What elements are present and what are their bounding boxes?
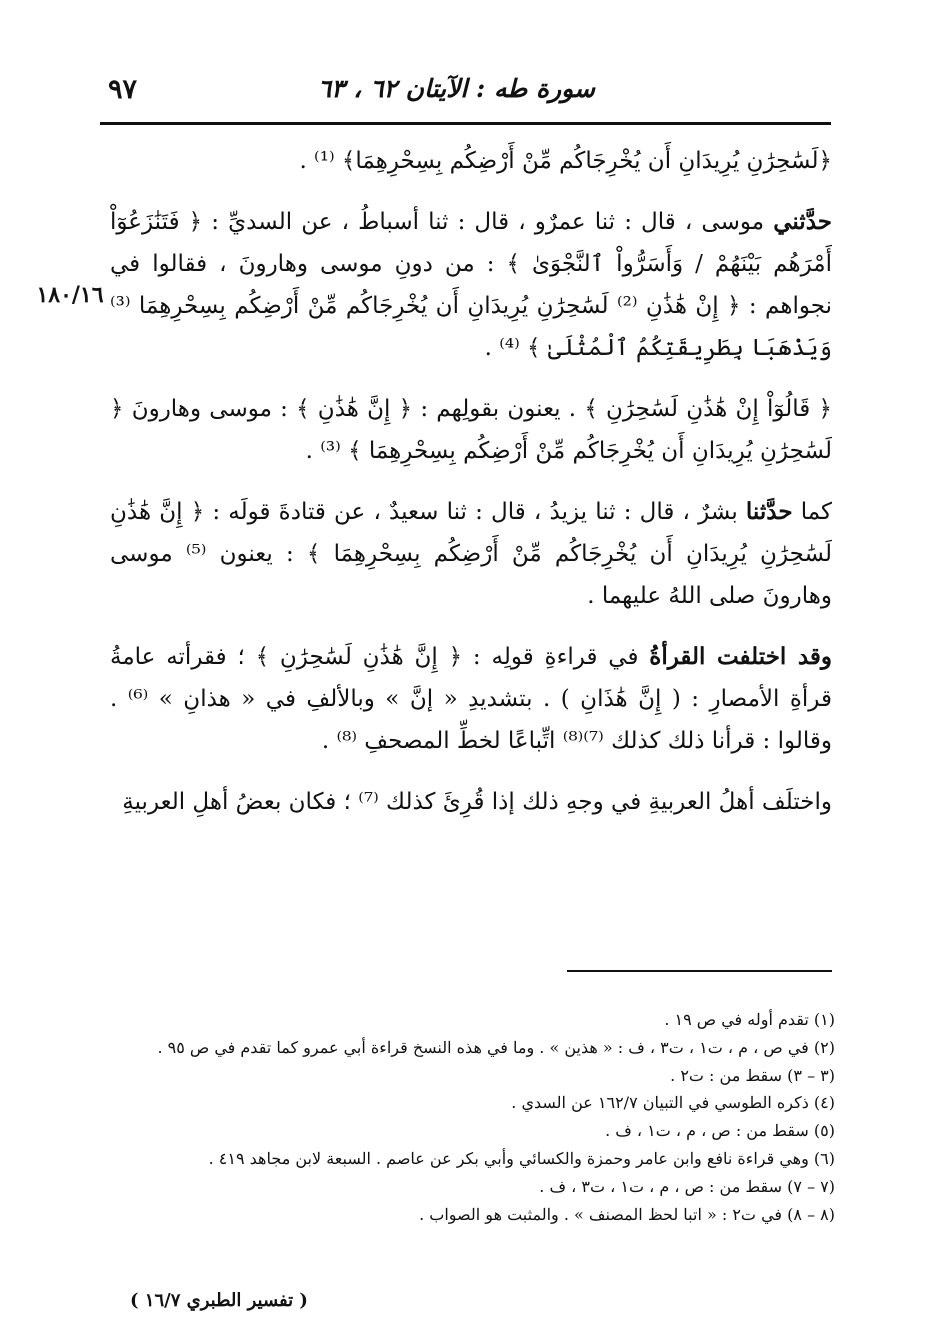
paragraph-text: ﴿ قَالُوٓاْ إِنْ هَٰذَٰنِ لَسَٰحِرَٰنِ ﴾ . يعنون بقولِهم : ﴿ إِنَّ هَٰذَٰنِ ﴾ : موسى وهارونَ ﴿ لَسَٰحِرَٰنِ يُرِيدَانِ أَن يُخْرِجَاكُم مِّنْ أَرْضِكُم بِسِحْرِهِمَا ﴾ ⁽³⁾ . xyxy=(110,396,832,464)
main-text xyxy=(110,140,832,842)
paragraph-3 xyxy=(110,388,832,472)
paragraph-text: بشرٌ ، قال : ثنا يزيدُ ، قال : ثنا سعيدٌ ، عن قتادةَ قولَه : ﴿ إِنَّ هَٰذَٰنِ لَسَٰحِرَٰنِ يُرِيدَانِ أَن يُخْرِجَاكُم مِّنْ أَرْضِكُم بِسِحْرِهِمَا ﴾ : يعنون ⁽⁵⁾ موسى وهارونَ صلى اللهُ عليهما . xyxy=(110,499,833,609)
footnote-divider xyxy=(567,970,832,972)
footnote: (١) تقدم أوله في ص ١٩ . xyxy=(664,1010,835,1029)
footnote: (٣ – ٣) سقط من : ت٢ . xyxy=(670,1065,835,1085)
paragraph-text: واختلَف أهلُ العربيةِ في وجهِ ذلك إذا قُرِئَ كذلك ⁽⁷⁾ ؛ فكان بعضُ أهلِ العربيةِ xyxy=(122,789,832,815)
paragraph-1 xyxy=(110,140,832,182)
page-number: ٩٧ xyxy=(108,74,138,105)
footnote: (٥) سقط من : ص ، م ، ت١ ، ف . xyxy=(605,1121,835,1141)
running-title: سورة طه : الآيتان ٦٢ ، ٦٣ xyxy=(317,74,595,103)
margin-reference: ١٨٠/١٦ xyxy=(36,282,104,308)
page-header xyxy=(100,66,830,120)
footnote: (٤) ذكره الطوسي في التبيان ١٦٢/٧ عن السدي . xyxy=(511,1093,835,1113)
paragraph-5 xyxy=(110,636,832,762)
paragraph-6 xyxy=(110,781,832,823)
paragraph-lead: حدَّثنا xyxy=(745,498,793,525)
paragraph-4 xyxy=(110,491,832,617)
paragraph-lead: حدَّثني xyxy=(773,208,832,235)
footnote: (٨ – ٨) في ت٢ : « اتبا لحظ المصنف » . والمثبت هو الصواب . xyxy=(419,1204,835,1224)
footnote: (٧ – ٧) سقط من : ص ، م ، ت١ ، ت٣ ، ف . xyxy=(539,1176,835,1196)
paragraph-text: في قراءةِ قولِه : ﴿ إِنَّ هَٰذَٰنِ لَسَٰحِرَٰنِ ﴾ ؛ فقرأته عامةُ قرأةِ الأمصارِ : ( إِنَّ هَٰذَانِ ) . بتشديدِ « إنَّ » وبالألفِ في « هذانِ » ⁽⁶⁾ . وقالوا : قرأنا ذلك كذلك ⁽⁷⁾⁽⁸⁾ اتِّباعًا لخطِّ المصحفِ ⁽⁸⁾ . xyxy=(110,644,832,754)
paragraph-2 xyxy=(110,201,832,369)
footnotes xyxy=(120,1006,835,1228)
paragraph-text: موسى ، قال : ثنا عمرٌو ، قال : ثنا أسباطُ ، عن السديِّ : ﴿ فَتَنَٰزَعُوٓاْ أَمْرَهُم بَيْنَهُمْ / وَأَسَرُّواْ ٱلنَّجْوَىٰ ﴾ : من دونِ موسى وهارونَ ، فقالوا في نجواهم : ﴿ إِنْ هَٰذَٰنِ ⁽²⁾ لَسَٰحِرَٰنِ يُرِيدَانِ أَن يُخْرِجَاكُم مِّنْ أَرْضِكُم بِسِحْرِهِمَا ⁽³⁾ وَيَذْهَبَا بِطَرِيقَتِكُمُ ٱلْمُثْلَىٰ ﴾ ⁽⁴⁾ . xyxy=(110,209,832,361)
verse-text: ﴿لَسَٰحِرَٰنِ يُرِيدَانِ أَن يُخْرِجَاكُم مِّنْ أَرْضِكُم بِسِحْرِهِمَا﴾ ⁽¹⁾ . xyxy=(299,148,832,174)
book-signature: ( تفسير الطبري ١٦/٧ ) xyxy=(130,1290,308,1311)
footnote: (٢) في ص ، م ، ت١ ، ت٣ ، ف : « هذين » . وما في هذه النسخ قراءة أبي عمرو كما تقدم في ص ٩٥ . xyxy=(157,1037,835,1057)
paragraph-prefix: كما xyxy=(792,499,832,525)
paragraph-lead: وقد اختلفت القرأةُ xyxy=(649,643,833,670)
footnote: (٦) وهي قراءة نافع وابن عامر وحمزة والكسائي وأبي بكر عن عاصم . السبعة لابن مجاهد ٤١٩ . xyxy=(208,1148,835,1168)
header-divider xyxy=(100,122,831,125)
